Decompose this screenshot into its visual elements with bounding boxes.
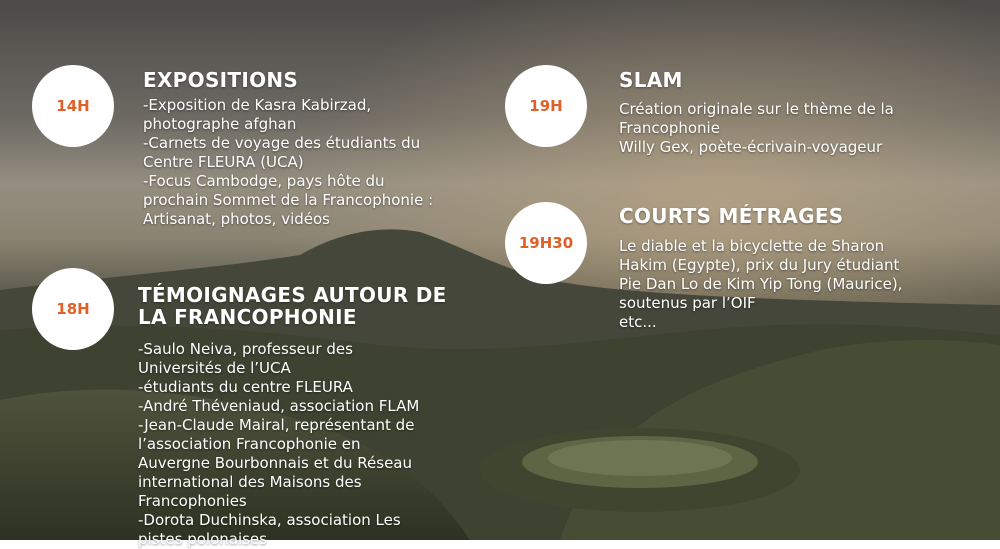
event-courts-metrages [619,205,979,332]
event-title: TÉMOIGNAGES AUTOUR DE LA FRANCOPHONIE [138,283,447,329]
event-slam [619,69,979,157]
event-title: EXPOSITIONS [143,68,299,92]
time-badge-18h: 18H [32,268,114,350]
event-description: -Saulo Neiva, professeur des Universités de l’UCA -étudiants du centre FLEURA -André Théveniaud, association FLAM -Jean-Claude Mairal, représentant de l’association Francophonie en Auvergne Bourbonnais et du Réseau international des Maisons des Francophonies -Dorota Duchinska, association Les pistes polonaises [138,340,420,548]
time-badge-19h30: 19H30 [505,202,587,284]
event-description: -Exposition de Kasra Kabirzad, photographe afghan -Carnets de voyage des étudiants du Centre FLEURA (UCA) -Focus Cambodge, pays hôte du prochain Sommet de la Francophonie : Artisanat, photos, vidéos [143,96,434,228]
event-description: Création originale sur le thème de la Francophonie Willy Gex, poète-écrivain-voyageur [619,100,894,156]
event-description: Le diable et la bicyclette de Sharon Hakim (Egypte), prix du Jury étudiant Pie Dan Lo de Kim Yip Tong (Maurice), soutenus par l’OIF etc... [619,237,903,331]
event-temoignages [138,284,483,549]
time-badge-19h: 19H [505,65,587,147]
event-expositions [143,69,483,229]
event-title: COURTS MÉTRAGES [619,204,844,228]
time-badge-14h: 14H [32,65,114,147]
event-title: SLAM [619,68,683,92]
